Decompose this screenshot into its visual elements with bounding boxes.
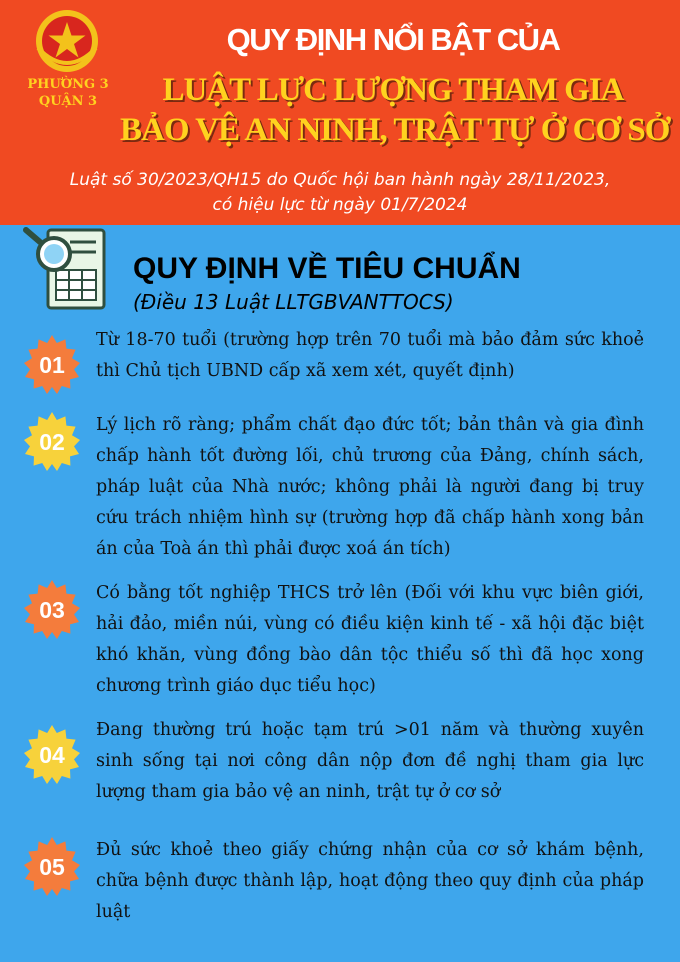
item-badge bbox=[20, 723, 84, 787]
item-text: Đủ sức khoẻ theo giấy chứng nhận của cơ sở khám bệnh, chữa bệnh được thành lập, hoạt động theo quy định của pháp luật bbox=[96, 840, 644, 922]
header-subtitle-line-2: có hiệu lực từ ngày 01/7/2024 bbox=[212, 195, 468, 215]
section-subtitle: (Điều 13 Luật LLTGBVANTTOCS) bbox=[133, 290, 454, 314]
item-number: 05 bbox=[39, 854, 65, 880]
header-title-line-3: BẢO VỆ AN NINH, TRẬT TỰ Ở CƠ SỞ bbox=[120, 112, 670, 148]
item-number: 01 bbox=[39, 352, 65, 378]
item-number: 04 bbox=[39, 742, 65, 768]
item-text: Từ 18-70 tuổi (trường hợp trên 70 tuổi mà bảo đảm sức khoẻ thì Chủ tịch UBND cấp xã xem xét, quyết định) bbox=[96, 330, 644, 381]
item-text: Có bằng tốt nghiệp THCS trở lên (Đối với khu vực biên giới, hải đảo, miền núi, vùng có điều kiện kinh tế - xã hội đặc biệt khó khăn, vùng đồng bào dân tộc thiểu số thì đã học xong chương trình giáo dục tiểu học) bbox=[96, 583, 644, 696]
header-title-line-1: QUY ĐỊNH NỔI BẬT CỦA bbox=[226, 22, 560, 57]
org-line-1: PHƯỜNG 3 bbox=[27, 77, 109, 92]
section-title: QUY ĐỊNH VỀ TIÊU CHUẨN bbox=[133, 252, 521, 285]
header-subtitle-line-1: Luật số 30/2023/QH15 do Quốc hội ban hành ngày 28/11/2023, bbox=[69, 170, 611, 190]
item-badge bbox=[20, 410, 84, 474]
header-title-line-2: LUẬT LỰC LƯỢNG THAM GIA bbox=[162, 72, 624, 108]
org-line-2: QUẬN 3 bbox=[38, 94, 98, 109]
item-number: 02 bbox=[39, 429, 65, 455]
national-emblem-icon bbox=[34, 8, 100, 74]
item-text: Đang thường trú hoặc tạm trú >01 năm và thường xuyên sinh sống tại nơi công dân nộp đơn đề nghị tham gia lực lượng tham gia bảo vệ an ninh, trật tự ở cơ sở bbox=[96, 720, 644, 802]
document-magnifier-icon bbox=[18, 218, 118, 318]
item-text: Lý lịch rõ ràng; phẩm chất đạo đức tốt; bản thân và gia đình chấp hành tốt đường lối, chủ trương của Đảng, chính sách, pháp luật của Nhà nước; không phải là người đang bị truy cứu trách nhiệm hình sự (trường hợp đã chấp hành xong bản án của Toà án thì phải được xoá án tích) bbox=[96, 415, 644, 559]
item-badge bbox=[20, 835, 84, 899]
organization-name bbox=[18, 76, 118, 110]
item-badge bbox=[20, 333, 84, 397]
item-number: 03 bbox=[39, 597, 65, 623]
header-banner bbox=[0, 0, 680, 225]
item-badge bbox=[20, 578, 84, 642]
